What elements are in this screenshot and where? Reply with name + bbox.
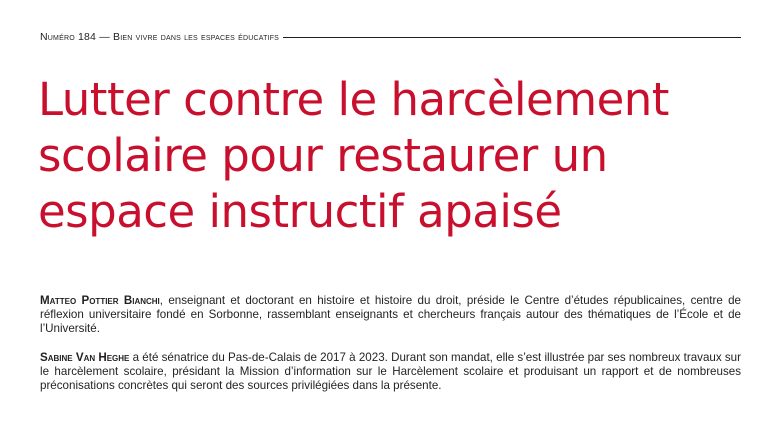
header-rule [283, 37, 741, 38]
author-bio [40, 294, 741, 336]
running-header-text: Numéro 184 — Bien vivre dans les espaces éducatifs [40, 31, 280, 43]
article-title: Lutter contre le harcèlement scolaire pour restaurer un espace instructif apaisé [38, 73, 669, 238]
author-name: Matteo Pottier Bianchi [40, 294, 160, 307]
author-bio-text: , enseignant et doctorant en histoire et histoire du droit, préside le Centre d’études républicaines, centre de réflexion universitaire fondé en Sorbonne, rassemblant enseignants et chercheurs français autour des thématiques de l’École et de l’Université. [40, 294, 742, 335]
author-bios [40, 294, 741, 408]
author-bio-text: a été sénatrice du Pas-de-Calais de 2017 à 2023. Durant son mandat, elle s’est illustrée par ses nombreux travaux sur le harcèlement scolaire, présidant la Mission d’information sur le Harcèlement scolaire et produisant un rapport et de nombreuses préconisations concrètes qui seront des sources privilégiées dans la présente. [40, 351, 741, 392]
author-bio [40, 351, 741, 393]
running-header [40, 30, 741, 44]
author-name: Sabine Van Heghe [40, 351, 130, 364]
